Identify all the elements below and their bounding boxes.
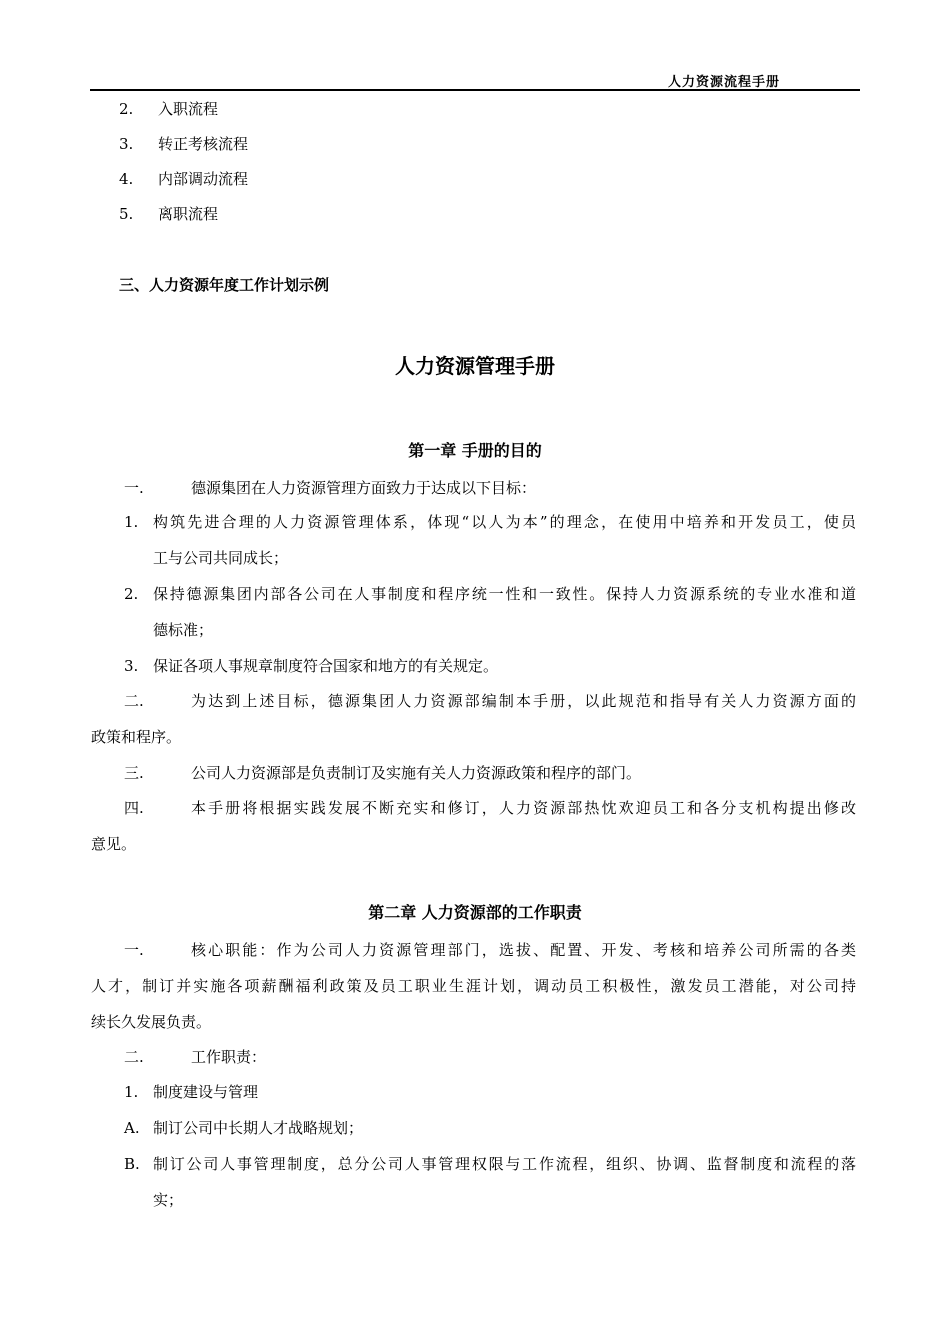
toc-number: 5. (119, 205, 134, 223)
list-number: 2. (124, 585, 139, 603)
paragraph-text: 本手册将根据实践发展不断充实和修订，人力资源部热忱欢迎员工和各分支机构提出修改 (191, 799, 856, 817)
list-number: 3. (124, 657, 139, 675)
toc-item: 离职流程 (158, 205, 219, 223)
section-heading: 三、人力资源年度工作计划示例 (119, 276, 330, 294)
toc-number: 2. (119, 100, 134, 118)
toc-number: 4. (119, 170, 134, 188)
paragraph-text-continued: 人才，制订并实施各项薪酬福利政策及员工职业生涯计划，调动员工积极性，激发员工潜能，对公司持 (91, 977, 856, 995)
paragraph-text: 核心职能：作为公司人力资源管理部门，选拔、配置、开发、考核和培养公司所需的各类 (191, 941, 856, 959)
paragraph-text-continued: 续长久发展负责。 (91, 1013, 212, 1031)
toc-item: 入职流程 (158, 100, 219, 118)
paragraph-text: 工作职责： (191, 1048, 267, 1066)
paragraph-number: 二. (124, 1048, 144, 1066)
list-letter: A. (124, 1119, 140, 1137)
header-title: 人力资源流程手册 (667, 75, 780, 90)
toc-item: 转正考核流程 (158, 135, 249, 153)
list-number: 1. (124, 513, 139, 531)
list-item-text: 制订公司中长期人才战略规划； (153, 1119, 364, 1137)
list-item-text: 构筑先进合理的人力资源管理体系，体现“以人为本”的理念，在使用中培养和开发员工，使员 (153, 513, 856, 531)
page-header (90, 69, 860, 91)
list-item-text-continued: 实； (153, 1191, 184, 1209)
list-letter: B. (124, 1155, 140, 1173)
paragraph-text: 德源集团在人力资源管理方面致力于达成以下目标： (191, 479, 537, 497)
list-item-text: 保持德源集团内部各公司在人事制度和程序统一性和一致性。保持人力资源系统的专业水准和道 (153, 585, 856, 603)
paragraph-text: 公司人力资源部是负责制订及实施有关人力资源政策和程序的部门。 (191, 764, 642, 782)
paragraph-number: 一. (124, 941, 144, 959)
chapter-2-title: 第二章 人力资源部的工作职责 (368, 903, 582, 922)
paragraph-number: 一. (124, 479, 144, 497)
list-number: 1. (124, 1083, 139, 1101)
list-item-text-continued: 德标准； (153, 621, 214, 639)
chapter-1-title: 第一章 手册的目的 (408, 441, 542, 460)
list-item-text: 保证各项人事规章制度符合国家和地方的有关规定。 (153, 657, 499, 675)
list-item-text: 制度建设与管理 (153, 1083, 259, 1101)
paragraph-number: 四. (124, 799, 144, 817)
manual-title: 人力资源管理手册 (395, 354, 555, 378)
paragraph-text-continued: 政策和程序。 (91, 728, 182, 746)
toc-number: 3. (119, 135, 134, 153)
toc-item: 内部调动流程 (158, 170, 249, 188)
paragraph-number: 二. (124, 692, 144, 710)
paragraph-text-continued: 意见。 (91, 835, 137, 853)
list-item-text: 制订公司人事管理制度，总分公司人事管理权限与工作流程，组织、协调、监督制度和流程的落 (153, 1155, 856, 1173)
list-item-text-continued: 工与公司共同成长； (153, 549, 289, 567)
paragraph-number: 三. (124, 764, 144, 782)
paragraph-text: 为达到上述目标，德源集团人力资源部编制本手册，以此规范和指导有关人力资源方面的 (191, 692, 856, 710)
